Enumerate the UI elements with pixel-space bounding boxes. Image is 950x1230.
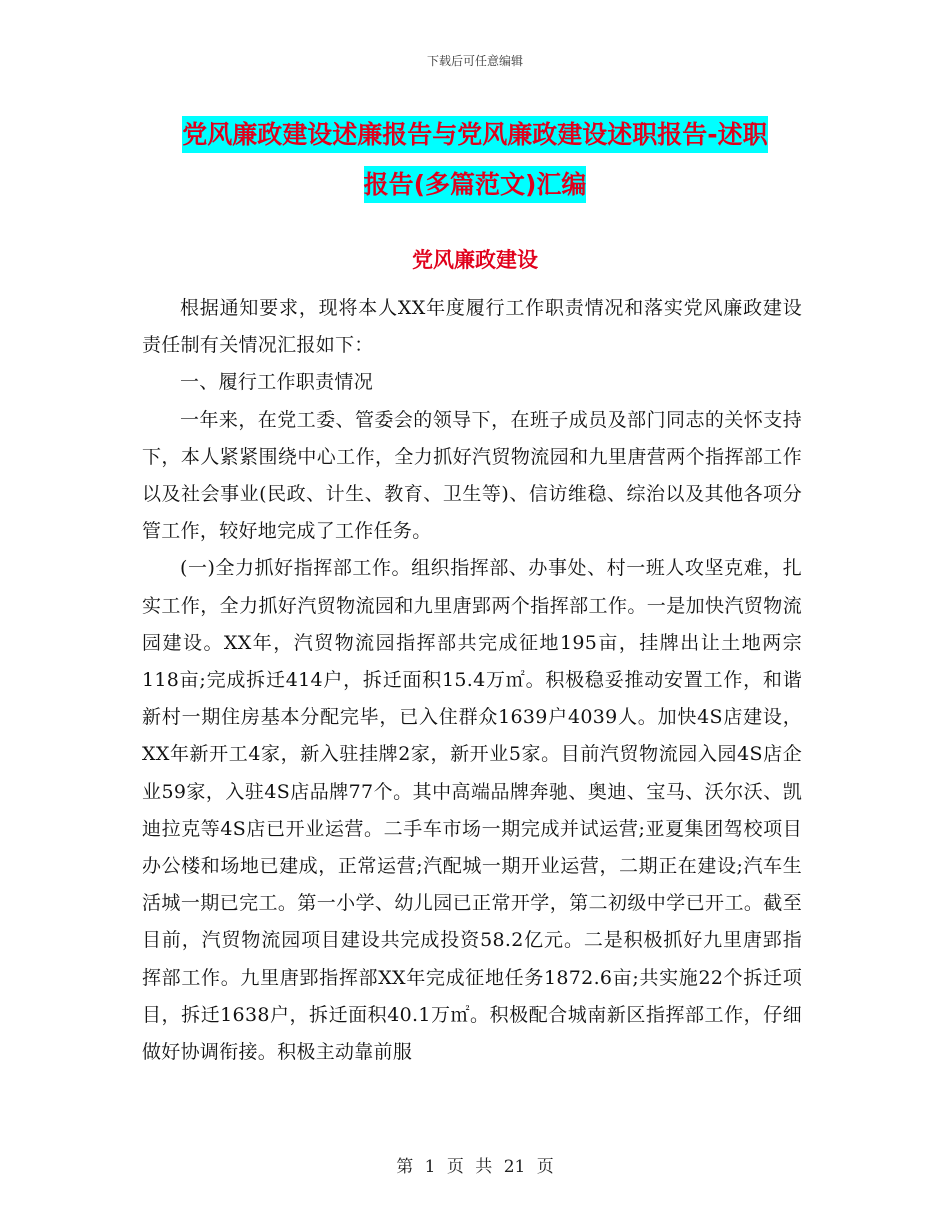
- paragraph: 一年来，在党工委、管委会的领导下，在班子成员及部门同志的关怀支持下，本人紧紧围绕中心工作，全力抓好汽贸物流园和九里唐营两个指挥部工作以及社会事业(民政、计生、教育、卫生等)、信访维稳、综治以及其他各项分管工作，较好地完成了工作任务。: [142, 408, 802, 543]
- paragraph: 一、履行工作职责情况: [180, 371, 374, 394]
- paragraph: 根据通知要求，现将本人XX年度履行工作职责情况和落实党风廉政建设责任制有关情况汇报如下：: [142, 297, 802, 357]
- body-text: [142, 290, 802, 1071]
- document-title: [0, 110, 950, 210]
- document-title-line-2: 报告(多篇范文)汇编: [364, 166, 587, 203]
- document-title-line-1: 党风廉政建设述廉报告与党风廉政建设述职报告-述职: [182, 116, 767, 153]
- paragraph: (一)全力抓好指挥部工作。组织指挥部、办事处、村一班人攻坚克难，扎实工作，全力抓好汽贸物流园和九里唐郢两个指挥部工作。一是加快汽贸物流园建设。XX年，汽贸物流园指挥部共完成征地195亩，挂牌出让土地两宗118亩;完成拆迁414户，拆迁面积15.4万㎡。积极稳妥推动安置工作，和谐新村一期住房基本分配完毕，已入住群众1639户4039人。加快4S店建设，XX年新开工4家，新入驻挂牌2家，新开业5家。目前汽贸物流园入园4S店企业59家，入驻4S店品牌77个。其中高端品牌奔驰、奥迪、宝马、沃尔沃、凯迪拉克等4S店已开业运营。二手车市场一期完成并试运营;亚夏集团驾校项目办公楼和场地已建成，正常运营;汽配城一期开业运营，二期正在建设;汽车生活城一期已完工。第一小学、幼儿园已正常开学，第二初级中学已开工。截至目前，汽贸物流园项目建设共完成投资58.2亿元。二是积极抓好九里唐郢指挥部工作。九里唐郢指挥部XX年完成征地任务1872.6亩;共实施22个拆迁项目，拆迁1638户，拆迁面积40.1万㎡。积极配合城南新区指挥部工作，仔细做好协调衔接。积极主动靠前服: [142, 557, 802, 1064]
- download-note: 下载后可任意编辑: [426, 54, 523, 68]
- section-title: 党风廉政建设: [412, 248, 538, 272]
- page-number: 第 1 页 共 21 页: [396, 1157, 554, 1177]
